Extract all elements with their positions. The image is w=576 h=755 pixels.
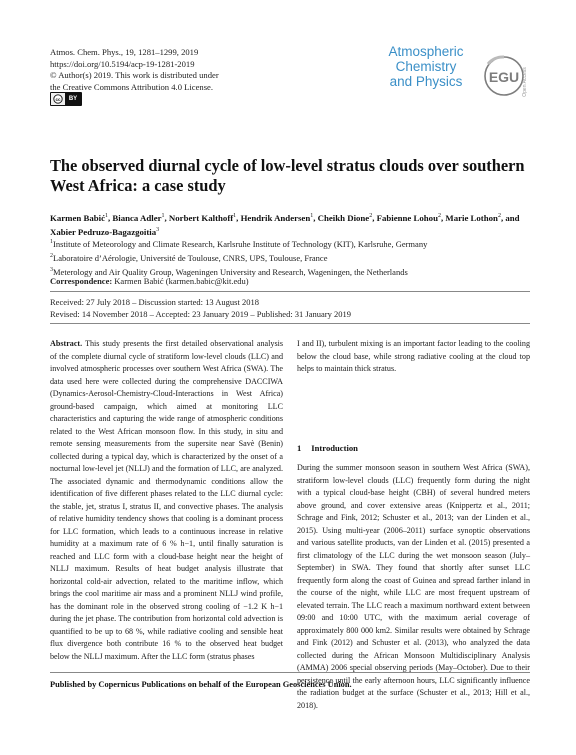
divider — [50, 672, 530, 673]
publication-dates — [50, 296, 351, 321]
article-metadata — [50, 47, 219, 93]
section-title: Introduction — [311, 443, 358, 453]
abstract-text: This study presents the first detailed observational analysis of the complete diurnal cycle of stratiform low-level clouds (LLC) and involved atmospheric processes over southern West Africa (SWA). The data used here were collected during the comprehensive DACCIWA (Dynamics-Aerosol-Chemistry-Cloud-Interactions in West Africa) ground-based campaign, which aimed at monitoring LLC characteristics and capturing the wide range of atmospheric conditions related to the West African monsoon flow. In this study, in situ and remote sensing measurements from the supersite near Savè (Benin) collected during a typical day, which is characterized by the onset of a nocturnal low-level jet (NLLJ) and the formation of LLC, are analyzed. The associated dynamic and thermodynamic conditions allow the identification of five different phases related to the LLC diurnal cycle: the stable, jet, stratus I, stratus II, and convective phases. The analysis of relative humidity tendency shows that cooling is a dominant process for LLC formation, which leads to a continuous increase in relative humidity at a maximum rate of 6 % h−1, until finally saturation is reached and LLC form with a cloud-base height near the height of NLLJ maximum. Results of heat budget analysis illustrate that horizontal cold-air advection, related to the maritime inflow, which brings the cool maritime air mass and a prominent NLLJ wind profile, has the dominant role in the observed strong cooling of −1.2 K h−1 during the jet phase. The contribution from horizontal cold advection is quantified to be up to 68 %, while radiative cooling and sensible heat flux divergence both contribute 16 % to the observed heat budget below the NLLJ maximum. After the LLC form (stratus phases — [50, 339, 283, 661]
author-name: Norbert Kalthoff — [168, 212, 234, 223]
citation: Atmos. Chem. Phys., 19, 1281–1299, 2019 — [50, 47, 199, 57]
cc-by-license-badge[interactable] — [50, 92, 82, 106]
section-number: 1 — [297, 443, 302, 453]
author-name: Hendrik Andersen — [240, 212, 311, 223]
by-icon: BY — [65, 93, 81, 105]
egu-logo-icon — [466, 42, 532, 106]
author-name: Xabier Pedruzo-Bagazgoitia — [50, 226, 157, 237]
author-name: Cheikh Dione — [317, 212, 370, 223]
logo-text: EGU — [488, 69, 520, 85]
doi-link[interactable]: https://doi.org/10.5194/acp-19-1281-2019 — [50, 58, 195, 69]
author-name: Marie Lothon — [445, 212, 498, 223]
affiliations — [50, 236, 540, 279]
author-name: Fabienne Lohou — [376, 212, 438, 223]
correspondence — [50, 276, 249, 287]
abstract — [50, 338, 283, 663]
journal-name-line2: Chemistry — [395, 59, 457, 74]
author-list: Karmen Babić$^1$, Bianca Adler$^1$, Norbert Kalthoff$^1$, Hendrik Andersen$^1$, Cheikh Dione$^2$, Fabienne Lohou$^2$, Marie Lothon$^2$, and Xabier Pedruzo-Bagazgoitia$^3$ — [50, 212, 520, 237]
author-name: Bianca Adler — [112, 212, 162, 223]
dates-line1: Received: 27 July 2018 – Discussion started: 13 August 2018 — [50, 297, 259, 307]
license-line: the Creative Commons Attribution 4.0 License. — [50, 81, 214, 92]
publisher-footer: Published by Copernicus Publications on behalf of the European Geosciences Union. — [50, 680, 352, 689]
journal-name-line3: and Physics — [389, 74, 463, 89]
affiliation-item: $^1$Institute of Meteorology and Climate Research, Karlsruhe Institute of Technology (KIT), Karlsruhe, Germany — [50, 238, 428, 249]
correspondence-label: Correspondence: — [50, 276, 113, 286]
divider — [50, 291, 530, 292]
journal-name-line1: Atmospheric — [388, 44, 464, 59]
section-heading — [297, 443, 368, 453]
dates-line2: Revised: 14 November 2018 – Accepted: 23 January 2019 – Published: 31 January 2019 — [50, 309, 351, 320]
cc-icon — [51, 93, 65, 105]
author-and: and — [505, 212, 520, 223]
logo-arc-text: Open Access — [522, 67, 528, 97]
copyright-line: © Author(s) 2019. This work is distributed under — [50, 70, 219, 81]
affiliation-item: $^2$Laboratoire d’Aérologie, Université de Toulouse, CNRS, UPS, Toulouse, France — [50, 253, 328, 264]
introduction-text: During the summer monsoon season in southern West Africa (SWA), stratiform low-level clouds (LLC) frequently form during the night with a typical cloud-base height (CBH) of several hundred meters above ground, and cover extensive areas (Knippertz et al., 2011; Schrage and Fink, 2012; Schuster et al., 2013; van der Linden et al., 2015). Using multi-year (2006–2011) surface synoptic observations and various satellite products, van der Linden et al. (2015) presented a first climatology of the LLC during the wet monsoon season (July–September) in SWA. They found that shortly after sunset LLC frequently form along the coast of Guinea and spread farther inland in the course of the night, while LLC are most frequent upstream of elevated terrain. The LLC reach a maximum northward extent between 09:00 and 10:00 UTC, with the maximum aerial coverage of approximately 800 000 km2. Similar results were obtained by Schrage and Fink (2012) and Schuster et al. (2013), who analyzed the data collected during the African Monsoon Multidisciplinary Analysis (AMMA) 2006 special observing periods (May–October). Due to their persistence until the early afternoon hours, LLC significantly influence the radiation budget at the surface (Schuster et al., 2013; Hill et al., 2018). — [297, 463, 530, 710]
affiliation-item: $^3$Meterology and Air Quality Group, Wageningen University and Research, Wageningen, the Netherlands — [50, 267, 408, 278]
divider — [50, 323, 530, 324]
abstract-continuation: I and II), turbulent mixing is an important factor leading to the cooling below the cloud base, while strong radiative cooling at the cloud top helps to maintain thick stratus. — [297, 339, 530, 373]
author-name: Karmen Babić — [50, 212, 105, 223]
paper-title: The observed diurnal cycle of low-level stratus clouds over southern West Africa: a case study — [50, 156, 525, 195]
cc-mark: cc — [55, 96, 61, 102]
abstract-label: Abstract. — [50, 339, 83, 348]
correspondence-email[interactable]: Karmen Babić (karmen.babic@kit.edu) — [114, 276, 249, 286]
